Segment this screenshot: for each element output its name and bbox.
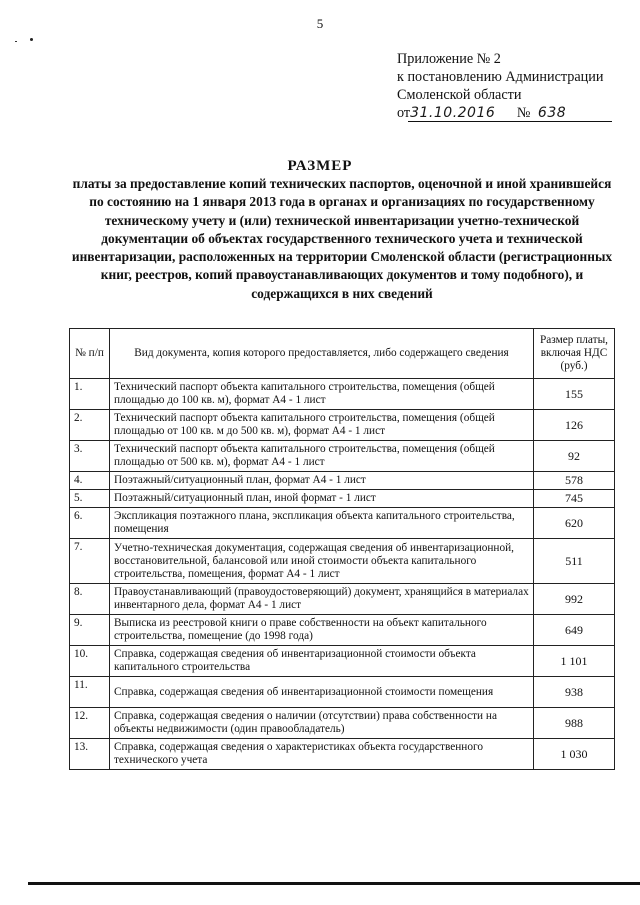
header-number: № п/п bbox=[70, 329, 110, 379]
row-price: 1 030 bbox=[534, 739, 615, 770]
row-number: 2. bbox=[70, 410, 110, 441]
table-row bbox=[70, 472, 615, 490]
appendix-block bbox=[397, 50, 637, 122]
row-price: 1 101 bbox=[534, 646, 615, 677]
table-row bbox=[70, 739, 615, 770]
document-title: РАЗМЕР bbox=[287, 158, 353, 174]
row-number: 12. bbox=[70, 708, 110, 739]
table-row bbox=[70, 677, 615, 708]
row-document-type: Технический паспорт объекта капитального строительства, помещения (общей площадью от 100 кв. м до 500 кв. м), формат А4 - 1 лист bbox=[110, 410, 534, 441]
table-header-row bbox=[70, 329, 615, 379]
appendix-date-line bbox=[397, 104, 612, 122]
row-price: 511 bbox=[534, 539, 615, 584]
row-price: 578 bbox=[534, 472, 615, 490]
table-row bbox=[70, 584, 615, 615]
scan-speck bbox=[15, 41, 17, 42]
row-number: 3. bbox=[70, 441, 110, 472]
row-number: 5. bbox=[70, 490, 110, 508]
appendix-line-2: к постановлению Администрации bbox=[397, 69, 604, 85]
appendix-line-1: Приложение № 2 bbox=[397, 51, 501, 67]
row-number: 1. bbox=[70, 379, 110, 410]
row-document-type: Справка, содержащая сведения об инвентаризационной стоимости помещения bbox=[110, 677, 534, 708]
handwritten-date: 31.10.2016 bbox=[410, 105, 496, 121]
table-row bbox=[70, 508, 615, 539]
table-row bbox=[70, 490, 615, 508]
row-price: 649 bbox=[534, 615, 615, 646]
header-price: Размер платы, включая НДС (руб.) bbox=[534, 329, 615, 379]
scan-speck bbox=[30, 38, 33, 41]
row-document-type: Справка, содержащая сведения о характеристиках объекта государственного технического учета bbox=[110, 739, 534, 770]
row-document-type: Поэтажный/ситуационный план, формат А4 - 1 лист bbox=[110, 472, 534, 490]
handwritten-number: 638 bbox=[537, 105, 567, 121]
table-row bbox=[70, 410, 615, 441]
row-number: 13. bbox=[70, 739, 110, 770]
row-price: 988 bbox=[534, 708, 615, 739]
row-number: 4. bbox=[70, 472, 110, 490]
row-price: 126 bbox=[534, 410, 615, 441]
table-row bbox=[70, 379, 615, 410]
page-number: 5 bbox=[316, 16, 324, 31]
row-number: 6. bbox=[70, 508, 110, 539]
row-number: 11. bbox=[70, 677, 110, 708]
row-price: 938 bbox=[534, 677, 615, 708]
row-price: 155 bbox=[534, 379, 615, 410]
row-document-type: Учетно-техническая документация, содержащая сведения об инвентаризационной, восстановительной, балансовой или иной стоимости объекта капитального строительства, помещения, формат А4 - 1 лист bbox=[110, 539, 534, 584]
row-document-type: Технический паспорт объекта капитального строительства, помещения (общей площадью до 100 кв. м), формат А4 - 1 лист bbox=[110, 379, 534, 410]
table-row bbox=[70, 441, 615, 472]
appendix-line-3: Смоленской области bbox=[397, 87, 522, 103]
row-price: 992 bbox=[534, 584, 615, 615]
row-price: 92 bbox=[534, 441, 615, 472]
scan-edge-bar bbox=[28, 882, 640, 885]
row-document-type: Экспликация поэтажного плана, экспликация объекта капитального строительства, помещения bbox=[110, 508, 534, 539]
header-document-type: Вид документа, копия которого предоставляется, либо содержащего сведения bbox=[110, 329, 534, 379]
document-subtitle: платы за предоставление копий технических паспортов, оценочной и иной хранившейся по состоянию на 1 января 2013 года в органах и организациях по государственному техническому учету и (или) технической инвентаризации учетно-технической документации об объектах государственного технического учета и технической инвентаризации, расположенных на территории Смоленской области (регистрационных книг, реестров, копий правоустанавливающих документов и тому подобного), и содержащихся в них сведений bbox=[71, 176, 613, 301]
table-row bbox=[70, 646, 615, 677]
fee-table bbox=[69, 328, 615, 770]
row-price: 620 bbox=[534, 508, 615, 539]
row-document-type: Выписка из реестровой книги о праве собственности на объект капитального строительства, помещение (до 1998 года) bbox=[110, 615, 534, 646]
row-document-type: Справка, содержащая сведения об инвентаризационной стоимости объекта капитального строительства bbox=[110, 646, 534, 677]
row-price: 745 bbox=[534, 490, 615, 508]
table-row bbox=[70, 539, 615, 584]
date-underline bbox=[408, 121, 612, 122]
row-number: 8. bbox=[70, 584, 110, 615]
table-row bbox=[70, 615, 615, 646]
row-document-type: Поэтажный/ситуационный план, иной формат - 1 лист bbox=[110, 490, 534, 508]
row-document-type: Технический паспорт объекта капитального строительства, помещения (общей площадью от 500 кв. м), формат А4 - 1 лист bbox=[110, 441, 534, 472]
row-document-type: Правоустанавливающий (правоудостоверяющий) документ, хранящийся в материалах инвентарного дела, формат А4 - 1 лист bbox=[110, 584, 534, 615]
row-number: 9. bbox=[70, 615, 110, 646]
date-prefix: от bbox=[397, 105, 411, 121]
row-number: 10. bbox=[70, 646, 110, 677]
row-document-type: Справка, содержащая сведения о наличии (отсутствии) права собственности на объекты недвижимости (один правообладатель) bbox=[110, 708, 534, 739]
number-prefix: № bbox=[516, 105, 531, 121]
table-row bbox=[70, 708, 615, 739]
row-number: 7. bbox=[70, 539, 110, 584]
